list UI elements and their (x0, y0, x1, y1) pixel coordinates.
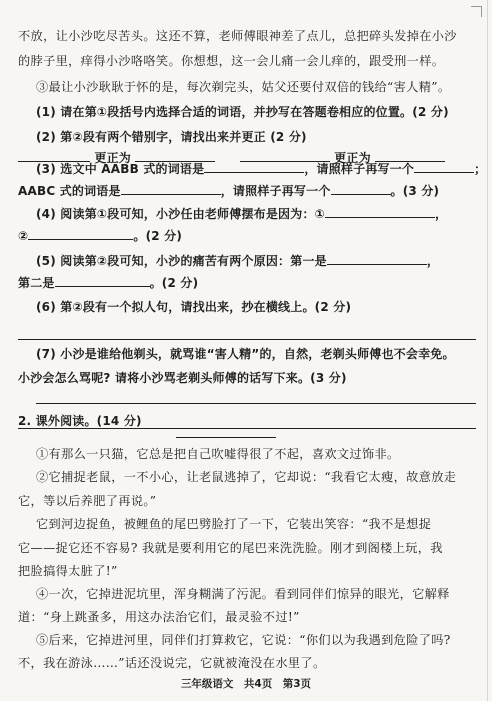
question-7-answer-line-1[interactable] (36, 403, 476, 404)
question-3-text: AABC 式的词语是 (18, 184, 121, 198)
question-7-line-1: (7) 小沙是谁给他剃头，就骂谁“害人精”的，自然，老剃头师傅也不会幸免。 (36, 347, 455, 361)
passage-line-1: 不放，让小沙吃尽苦头。这还不算，老师傅眼神差了点儿，总把碎头发掉在小沙 (18, 29, 457, 43)
question-3-text: ； (474, 162, 487, 176)
reading-paragraph-3-line-3: 把脸搞得太脏了!” (18, 564, 118, 578)
answer-blank[interactable] (327, 253, 427, 265)
reading-paragraph-2-line-1: ②它捕捉老鼠，一不小心，让老鼠逃掉了，它却说：“我看它太瘦，故意放走 (36, 470, 457, 484)
question-5-line-2 (18, 275, 478, 292)
question-6-answer-line[interactable] (18, 339, 476, 340)
question-2: (2) 第②段有两个错别字，请找出来并更正 (2 分) (36, 130, 307, 144)
page-footer: 三年级语文 共4页 第3页 (180, 678, 312, 690)
answer-blank[interactable] (331, 183, 391, 195)
question-5-text: 。(2 分) (149, 276, 199, 290)
answer-blank[interactable] (121, 183, 221, 195)
reading-paragraph-4-line-2: 道：“身上跳蚤多，用这办法治它们，最灵验不过!” (18, 610, 300, 624)
question-3-text: ，请照样子再写一个 (304, 162, 415, 176)
reading-paragraph-5-line-2: 不，我在游泳……”话还没说完，它就被淹没在水里了。 (18, 656, 326, 670)
question-4-text: (4) 阅读第①段可知，小沙任由老师傅摆布是因为：① (36, 207, 326, 221)
question-3-text: (3) 选文中 AABB 式的词语是 (36, 162, 205, 176)
passage-paragraph-3: ③最让小沙耿耿于怀的是，每次剃完头，姑父还要付双倍的钱给“害人精”。 (36, 80, 451, 94)
correct-label-1: 更正为 (94, 151, 131, 165)
section-2-heading: 2. 课外阅读。(14 分) (18, 414, 142, 428)
question-4-line-2 (18, 228, 478, 245)
question-6: (6) 第②段有一个拟人句，请找出来，抄在横线上。(2 分) (36, 300, 352, 314)
question-4-line-1 (36, 206, 478, 223)
question-4-text: ， (435, 207, 448, 221)
answer-blank[interactable] (55, 275, 150, 287)
title-blank[interactable] (176, 437, 276, 438)
answer-blank[interactable] (414, 161, 474, 173)
answer-blank[interactable] (204, 161, 304, 173)
reading-paragraph-3-line-1: 它到河边捉鱼，被鲤鱼的尾巴劈脸打了一下，它装出笑容：“我不是想捉 (36, 517, 432, 531)
question-3-line-2 (18, 183, 478, 200)
page-edge (487, 0, 488, 701)
question-5-text: ， (426, 254, 440, 268)
passage-line-2: 的脖子里，痒得小沙咯咯笑。你想想，这一会儿痛一会儿痒的，跟受刑一样。 (18, 54, 445, 68)
correct-label-2: 更正为 (334, 151, 371, 165)
question-1: (1) 请在第①段括号内选择合适的词语，并抄写在答题卷相应的位置。(2 分) (36, 105, 449, 119)
question-7-line-2: 小沙会怎么骂呢? 请将小沙骂老剃头师傅的话写下来。(3 分) (18, 371, 347, 385)
question-5-text: 第二是 (18, 276, 55, 290)
question-3-text: 。(3 分) (390, 184, 440, 198)
question-3-text: ，请照样子再写一个 (220, 184, 331, 198)
question-4-text: ② (18, 229, 29, 243)
question-5-text: (5) 阅读第②段可知，小沙的痛苦有两个原因：第一是 (36, 254, 327, 268)
reading-paragraph-3-line-2: 它——捉它还不容易? 我就是要利用它的尾巴来洗洗脸。刚才到阁楼上玩，我 (18, 541, 443, 555)
question-4-text: 。(2 分) (133, 229, 183, 243)
reading-paragraph-2-line-2: 它，等以后养肥了再说。” (18, 494, 157, 508)
answer-blank[interactable] (325, 206, 435, 218)
reading-paragraph-1: ①有那么一只猫，它总是把自己吹嘘得很了不起，喜欢文过饰非。 (36, 447, 400, 461)
question-5-line-1 (36, 253, 478, 270)
reading-paragraph-4-line-1: ④一次，它掉进泥坑里，浑身糊满了污泥。看到同伴们惊异的眼光，它解释 (36, 587, 450, 601)
question-3-line-1 (36, 161, 487, 178)
reading-paragraph-5-line-1: ⑤后来，它掉进河里，同伴们打算救它，它说：“你们以为我遇到危险了吗? (36, 633, 451, 647)
answer-blank[interactable] (28, 228, 133, 240)
corner-mark (471, 6, 482, 17)
